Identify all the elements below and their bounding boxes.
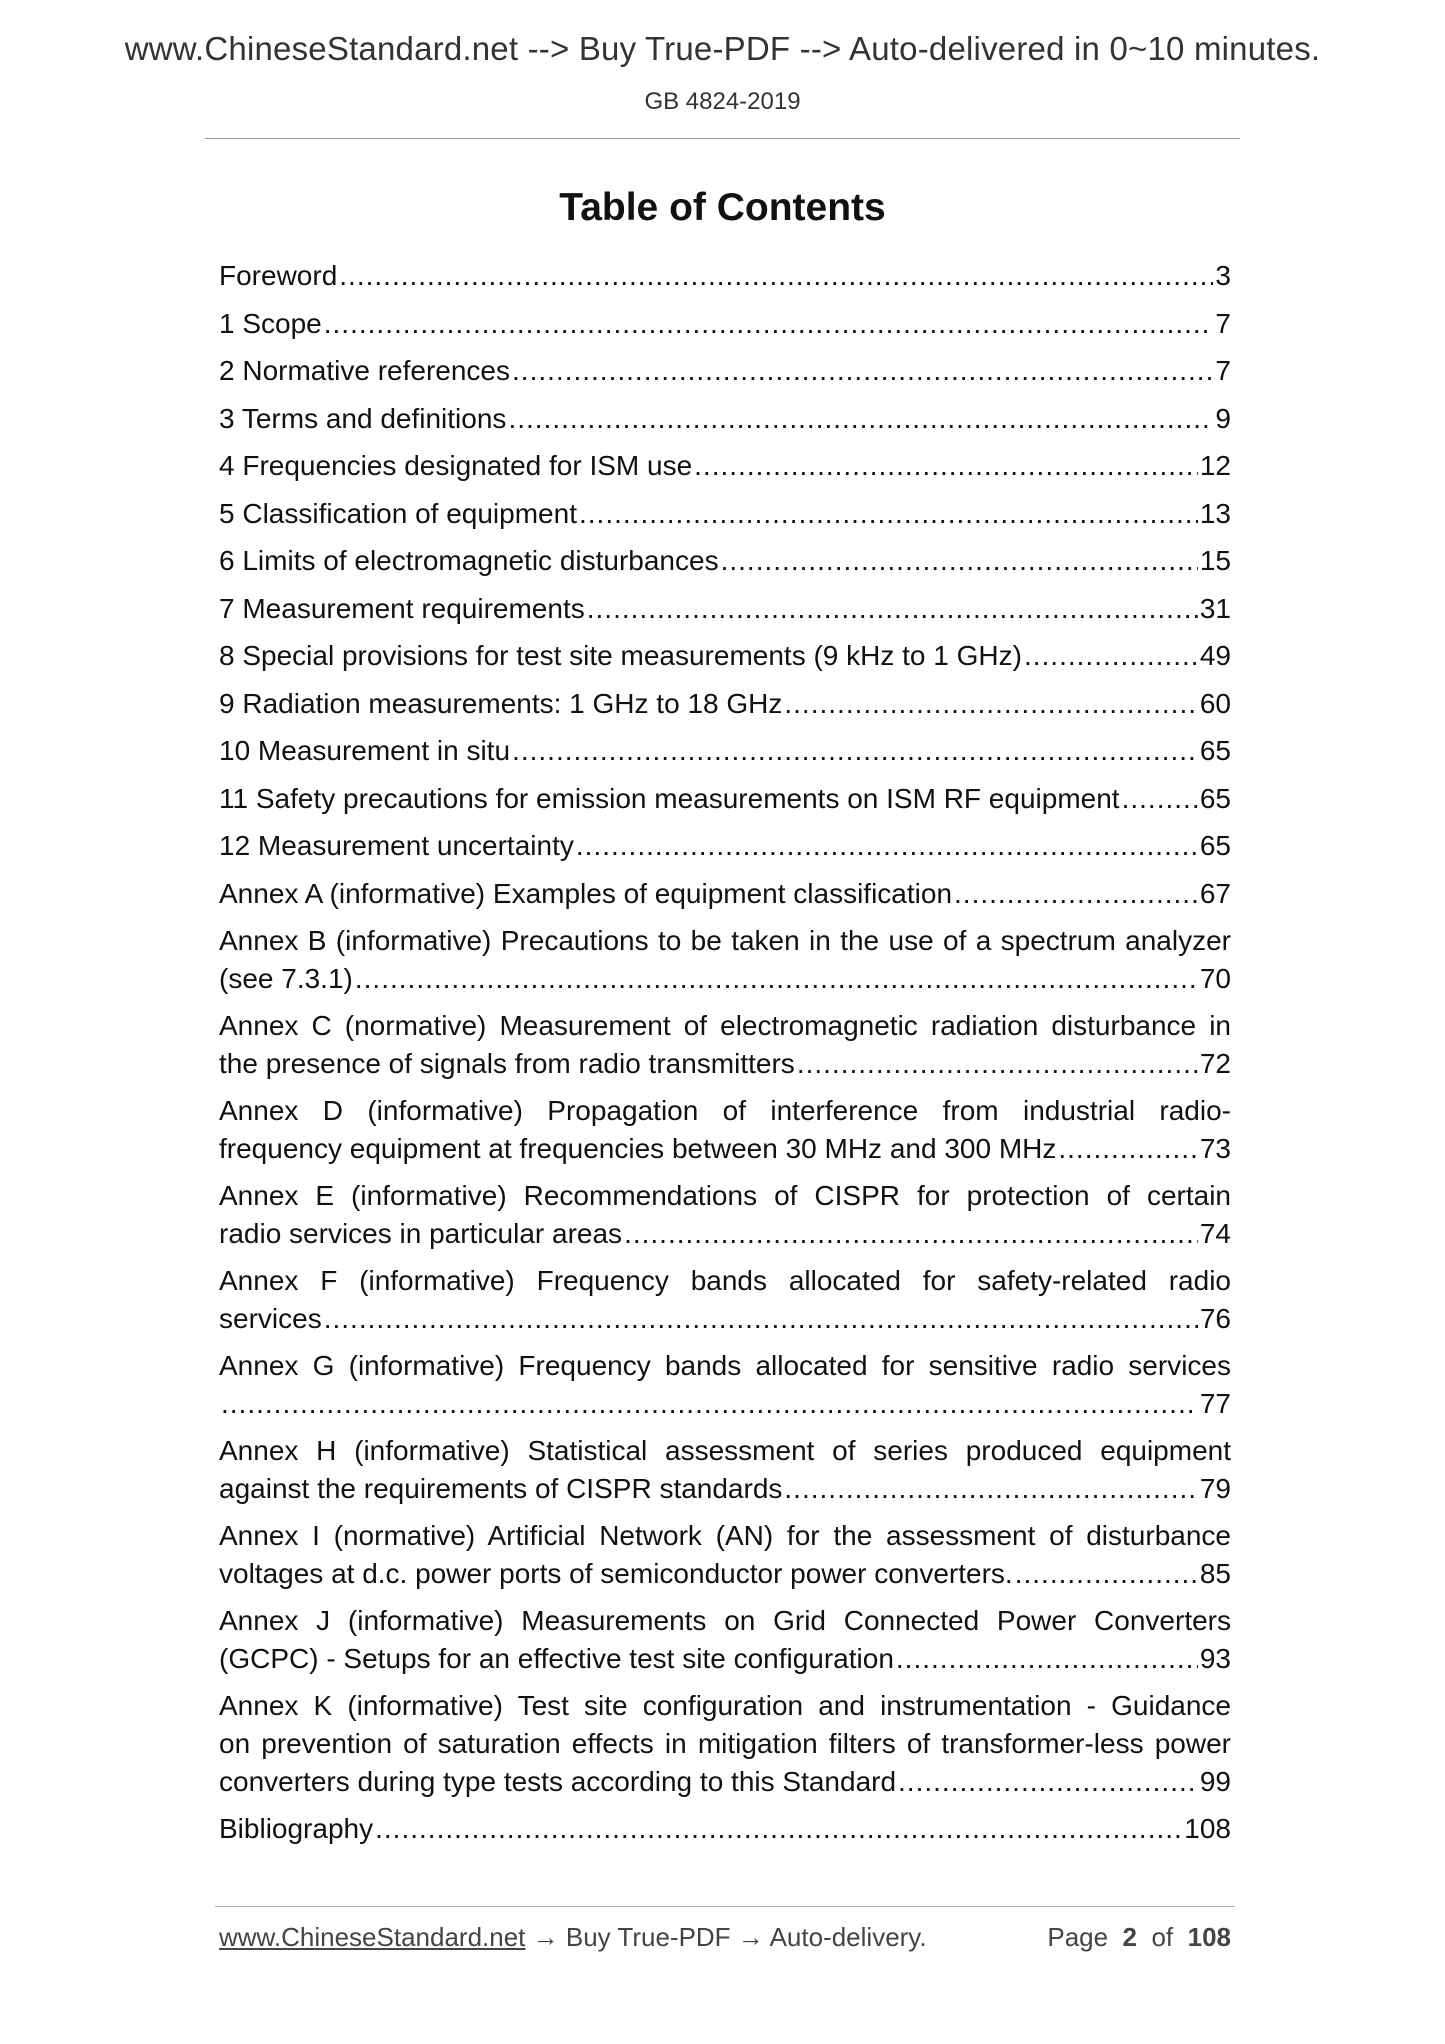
toc-entry-title: the presence of signals from radio transmitters — [219, 1048, 795, 1079]
toc-entry-page: 93 — [1199, 1643, 1231, 1674]
toc-dot-leader — [324, 305, 1214, 343]
toc-entry-title: Annex E (informative) Recommendations of CISPR for protection of certain — [219, 1180, 1231, 1211]
toc-entry-page: 65 — [1199, 782, 1231, 814]
toc-dot-leader — [221, 1385, 1198, 1423]
page-number — [1047, 1922, 1231, 1953]
toc-entry-title: Foreword — [219, 260, 338, 291]
toc-dot-leader — [512, 732, 1198, 770]
toc-entry-title: 7 Measurement requirements — [219, 592, 585, 624]
toc-list — [219, 257, 1231, 1858]
toc-dot-leader — [896, 1640, 1198, 1678]
toc-entry[interactable] — [219, 257, 1231, 295]
toc-dot-leader — [694, 447, 1198, 485]
toc-entry-title: on prevention of saturation effects in mitigation filters of transformer-less power — [219, 1728, 1231, 1759]
header-divider — [205, 138, 1240, 139]
page-current: 2 — [1122, 1922, 1138, 1952]
toc-entry-page: 7 — [1215, 355, 1231, 386]
toc-entry[interactable] — [219, 1602, 1231, 1678]
toc-entry-title: radio services in particular areas — [219, 1218, 623, 1249]
toc-entry-title: 9 Radiation measurements: 1 GHz to 18 GHz — [219, 687, 783, 719]
toc-entry[interactable] — [219, 400, 1231, 438]
toc-entry-title: 12 Measurement uncertainty — [219, 830, 574, 861]
toc-entry-page: 85 — [1199, 1558, 1231, 1589]
toc-entry-title: (GCPC) - Setups for an effective test site configuration — [219, 1643, 894, 1674]
page-label: Page — [1047, 1922, 1109, 1952]
toc-entry-page: 49 — [1199, 640, 1231, 671]
toc-entry[interactable] — [219, 447, 1231, 485]
toc-dot-leader — [508, 400, 1213, 438]
toc-dot-leader — [898, 1763, 1198, 1801]
footer-divider — [215, 1906, 1235, 1907]
toc-entry[interactable] — [219, 1092, 1231, 1168]
toc-entry-page: 60 — [1199, 687, 1231, 719]
toc-entry-title: Bibliography — [219, 1813, 374, 1844]
toc-entry[interactable] — [219, 590, 1231, 628]
toc-entry[interactable] — [219, 922, 1231, 998]
toc-entry-title: Annex F (informative) Frequency bands allocated for safety-related radio — [219, 1265, 1231, 1296]
toc-entry-page: 65 — [1199, 735, 1231, 766]
toc-entry-title: 10 Measurement in situ — [219, 735, 511, 766]
toc-entry-title: Annex I (normative) Artificial Network (AN) for the assessment of disturbance — [219, 1520, 1231, 1551]
toc-entry[interactable] — [219, 1810, 1231, 1848]
toc-dot-leader — [721, 542, 1198, 580]
toc-entry-title: 5 Classification of equipment — [219, 497, 577, 529]
toc-dot-leader — [1058, 1130, 1197, 1168]
toc-entry[interactable] — [219, 1687, 1231, 1801]
toc-dot-leader — [624, 1215, 1198, 1253]
toc-entry-title: Annex H (informative) Statistical assessment of series produced equipment — [219, 1435, 1231, 1466]
toc-entry-title: 1 Scope — [219, 307, 322, 339]
toc-entry-title: 11 Safety precautions for emission measurements on ISM RF equipment — [219, 782, 1120, 814]
toc-entry-title: (see 7.3.1) — [219, 963, 353, 994]
toc-entry-title: Annex D (informative) Propagation of interference from industrial radio- — [219, 1095, 1231, 1126]
toc-entry-page: 67 — [1199, 877, 1231, 909]
toc-dot-leader — [784, 685, 1197, 723]
toc-entry-page: 31 — [1199, 592, 1231, 624]
toc-entry-page: 108 — [1184, 1813, 1231, 1844]
toc-dot-leader — [784, 1470, 1197, 1508]
toc-entry[interactable] — [219, 637, 1231, 675]
toc-entry[interactable] — [219, 542, 1231, 580]
site-link[interactable]: www.ChineseStandard.net — [219, 1922, 526, 1952]
toc-dot-leader — [797, 1045, 1198, 1083]
footer-promo — [219, 1922, 927, 1953]
toc-entry-page: 73 — [1199, 1133, 1231, 1164]
toc-entry[interactable] — [219, 1007, 1231, 1083]
toc-entry-page: 65 — [1199, 830, 1231, 861]
toc-entry-title: Annex K (informative) Test site configuration and instrumentation - Guidance — [219, 1690, 1231, 1721]
toc-dot-leader — [355, 960, 1198, 998]
toc-dot-leader — [576, 827, 1198, 865]
page-of: of — [1151, 1922, 1174, 1952]
toc-entry-title: against the requirements of CISPR standards — [219, 1473, 783, 1504]
toc-entry-title: converters during type tests according to this Standard — [219, 1766, 897, 1797]
toc-entry[interactable] — [219, 1517, 1231, 1593]
toc-entry-page: 77 — [1199, 1388, 1231, 1419]
toc-dot-leader — [512, 352, 1213, 390]
site-banner: www.ChineseStandard.net --> Buy True-PDF --> Auto-delivered in 0~10 minutes. — [124, 30, 1321, 67]
page-total: 108 — [1187, 1922, 1231, 1952]
toc-dot-leader — [587, 590, 1198, 628]
toc-entry[interactable] — [219, 1177, 1231, 1253]
toc-dot-leader — [1122, 780, 1198, 818]
toc-entry-page: 12 — [1199, 450, 1231, 481]
toc-entry[interactable] — [219, 732, 1231, 770]
toc-entry-page: 74 — [1199, 1218, 1231, 1249]
toc-dot-leader — [1024, 637, 1198, 675]
page-footer — [219, 1922, 1231, 1962]
toc-entry[interactable] — [219, 495, 1231, 533]
toc-entry[interactable] — [219, 780, 1231, 818]
toc-entry-page: 79 — [1199, 1473, 1231, 1504]
toc-entry-page: 99 — [1199, 1766, 1231, 1797]
toc-entry-page: 9 — [1215, 402, 1231, 434]
toc-entry-page: 15 — [1199, 545, 1231, 576]
toc-entry-title: Annex C (normative) Measurement of electromagnetic radiation disturbance in — [219, 1010, 1231, 1041]
toc-dot-leader — [375, 1810, 1182, 1848]
toc-entry-title: 8 Special provisions for test site measurements (9 kHz to 1 GHz) — [219, 640, 1022, 671]
toc-dot-leader — [579, 495, 1198, 533]
toc-entry-title: 3 Terms and definitions — [219, 402, 507, 434]
toc-entry-page: 7 — [1215, 307, 1231, 339]
toc-entry-title: services — [219, 1303, 322, 1334]
toc-entry[interactable] — [219, 827, 1231, 865]
document-code: GB 4824-2019 — [644, 88, 801, 115]
toc-entry-title: voltages at d.c. power ports of semiconductor power converters. — [219, 1558, 1013, 1589]
toc-dot-leader — [324, 1300, 1198, 1338]
toc-entry[interactable] — [219, 875, 1231, 913]
toc-entry-title: 2 Normative references — [219, 355, 511, 386]
toc-dot-leader — [339, 257, 1213, 295]
toc-dot-leader — [954, 875, 1198, 913]
toc-entry[interactable] — [219, 1347, 1231, 1423]
toc-entry-title: 6 Limits of electromagnetic disturbances — [219, 545, 719, 576]
toc-entry-title: Annex B (informative) Precautions to be taken in the use of a spectrum analyzer — [219, 925, 1231, 956]
toc-entry-title: Annex J (informative) Measurements on Grid Connected Power Converters — [219, 1605, 1231, 1636]
toc-entry-page: 76 — [1199, 1303, 1231, 1334]
toc-entry-page: 13 — [1199, 497, 1231, 529]
toc-entry-page: 72 — [1199, 1048, 1231, 1079]
toc-entry-title: Annex A (informative) Examples of equipment classification — [219, 877, 953, 909]
toc-entry-title: Annex G (informative) Frequency bands allocated for sensitive radio services — [219, 1350, 1231, 1381]
toc-entry-page: 3 — [1215, 260, 1231, 291]
toc-entry-title: 4 Frequencies designated for ISM use — [219, 450, 693, 481]
toc-entry[interactable] — [219, 1262, 1231, 1338]
toc-entry[interactable] — [219, 305, 1231, 343]
footer-promo-text: → Buy True-PDF → Auto-delivery. — [525, 1922, 927, 1952]
toc-dot-leader — [1015, 1555, 1198, 1593]
toc-entry[interactable] — [219, 685, 1231, 723]
toc-entry[interactable] — [219, 352, 1231, 390]
toc-entry[interactable] — [219, 1432, 1231, 1508]
toc-entry-title: frequency equipment at frequencies between 30 MHz and 300 MHz — [219, 1133, 1057, 1164]
toc-entry-page: 70 — [1199, 963, 1231, 994]
toc-title: Table of Contents — [559, 186, 886, 229]
